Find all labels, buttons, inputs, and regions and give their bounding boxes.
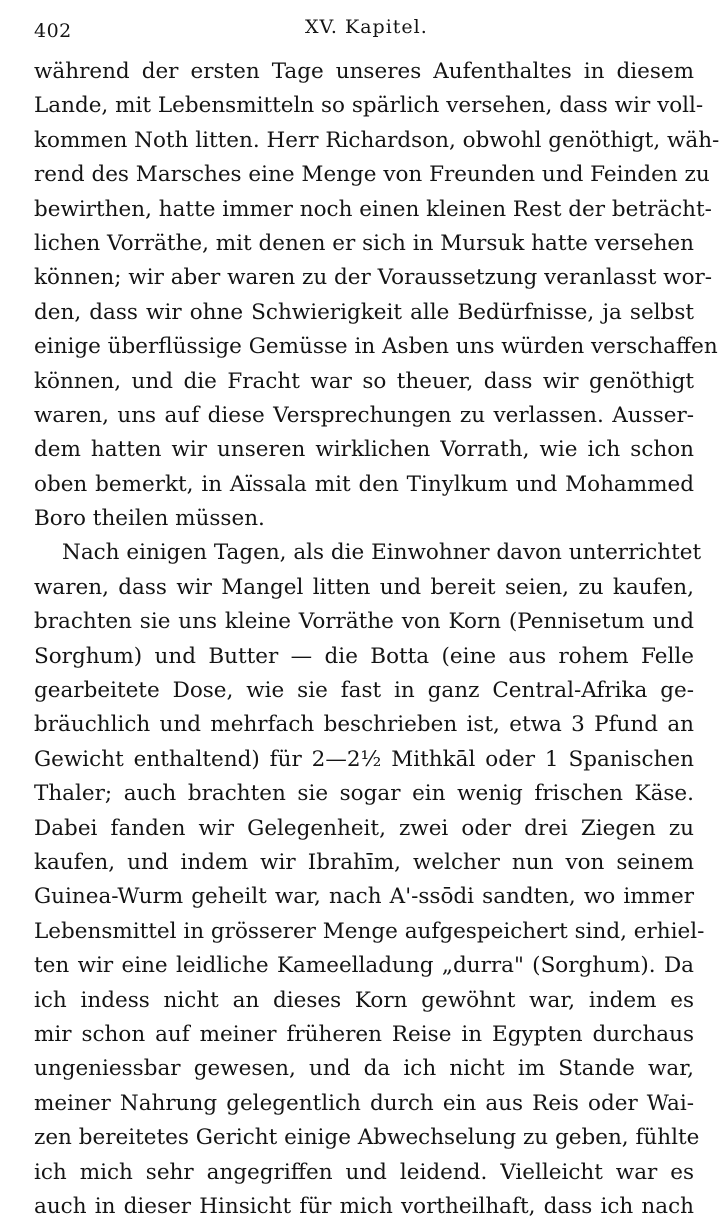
text-line: bräuchlich und mehrfach beschrieben ist, etwa 3 Pfund an — [34, 712, 694, 738]
text-line: Sorghum) und Butter — die Botta (eine aus rohem Felle — [34, 643, 694, 669]
text-line: rend des Marsches eine Menge von Freunden und Feinden zu — [34, 162, 710, 188]
text-line: den, dass wir ohne Schwierigkeit alle Bedürfnisse, ja selbst — [34, 299, 694, 325]
body-text — [34, 55, 720, 1224]
text-line: Lebensmittel in grösserer Menge aufgespeichert sind, erhiel- — [34, 918, 705, 944]
text-line: einige überflüssige Gemüsse in Asben uns würden verschaffen — [34, 334, 718, 360]
text-line: dem hatten wir unseren wirklichen Vorrath, wie ich schon — [34, 437, 694, 463]
text-line: oben bemerkt, in Aïssala mit den Tinylkum und Mohammed — [34, 471, 694, 497]
text-line: zen bereitetes Gericht einige Abwechselung zu geben, fühlte — [34, 1125, 700, 1151]
page-number: 402 — [34, 20, 72, 42]
text-line: gearbeitete Dose, wie sie fast in ganz Central-Afrika ge- — [34, 678, 694, 704]
text-line: kommen Noth litten. Herr Richardson, obwohl genöthigt, wäh- — [34, 127, 720, 153]
text-line: meiner Nahrung gelegentlich durch ein aus Reis oder Wai- — [34, 1090, 694, 1116]
text-line: Nach einigen Tagen, als die Einwohner davon unterrichtet — [62, 540, 702, 566]
text-line: Lande, mit Lebensmitteln so spärlich versehen, dass wir voll- — [34, 93, 704, 119]
text-line: Guinea-Wurm geheilt war, nach A'-ssōdi sandten, wo immer — [34, 884, 694, 910]
text-line: können, und die Fracht war so theuer, dass wir genöthigt — [34, 368, 694, 394]
text-line: bewirthen, hatte immer noch einen kleinen Rest der beträcht- — [34, 196, 712, 222]
text-line: waren, uns auf diese Versprechungen zu verlassen. Ausser- — [34, 402, 694, 428]
text-line: brachten sie uns kleine Vorräthe von Korn (Pennisetum und — [34, 609, 694, 635]
text-line: Thaler; auch brachten sie sogar ein wenig frischen Käse. — [34, 781, 694, 807]
text-line: waren, dass wir Mangel litten und bereit seien, zu kaufen, — [34, 574, 694, 600]
text-line: ungeniessbar gewesen, und da ich nicht im Stande war, — [34, 1056, 694, 1082]
text-line: lichen Vorräthe, mit denen er sich in Mursuk hatte versehen — [34, 230, 695, 256]
text-line: können; wir aber waren zu der Voraussetzung veranlasst wor- — [34, 265, 713, 291]
text-line: mir schon auf meiner früheren Reise in Egypten durchaus — [34, 1021, 694, 1047]
text-line: Dabei fanden wir Gelegenheit, zwei oder drei Ziegen zu — [34, 815, 694, 841]
text-line: während der ersten Tage unseres Aufenthaltes in diesem — [34, 59, 694, 84]
text-line: kaufen, und indem wir Ibrahīm, welcher nun von seinem — [34, 849, 694, 875]
text-line: Boro theilen müssen. — [34, 506, 265, 532]
text-line: ich mich sehr angegriffen und leidend. Vielleicht war es — [34, 1159, 694, 1185]
text-line: ten wir eine leidliche Kameelladung „durra" (Sorghum). Da — [34, 953, 694, 979]
text-line: ich indess nicht an dieses Korn gewöhnt war, indem es — [34, 987, 694, 1013]
running-head: XV. Kapitel. — [305, 16, 428, 38]
text-line: auch in dieser Hinsicht für mich vortheilhaft, dass ich nach — [34, 1193, 694, 1219]
text-line: Gewicht enthaltend) für 2—2½ Mithkāl oder 1 Spanischen — [34, 746, 694, 772]
